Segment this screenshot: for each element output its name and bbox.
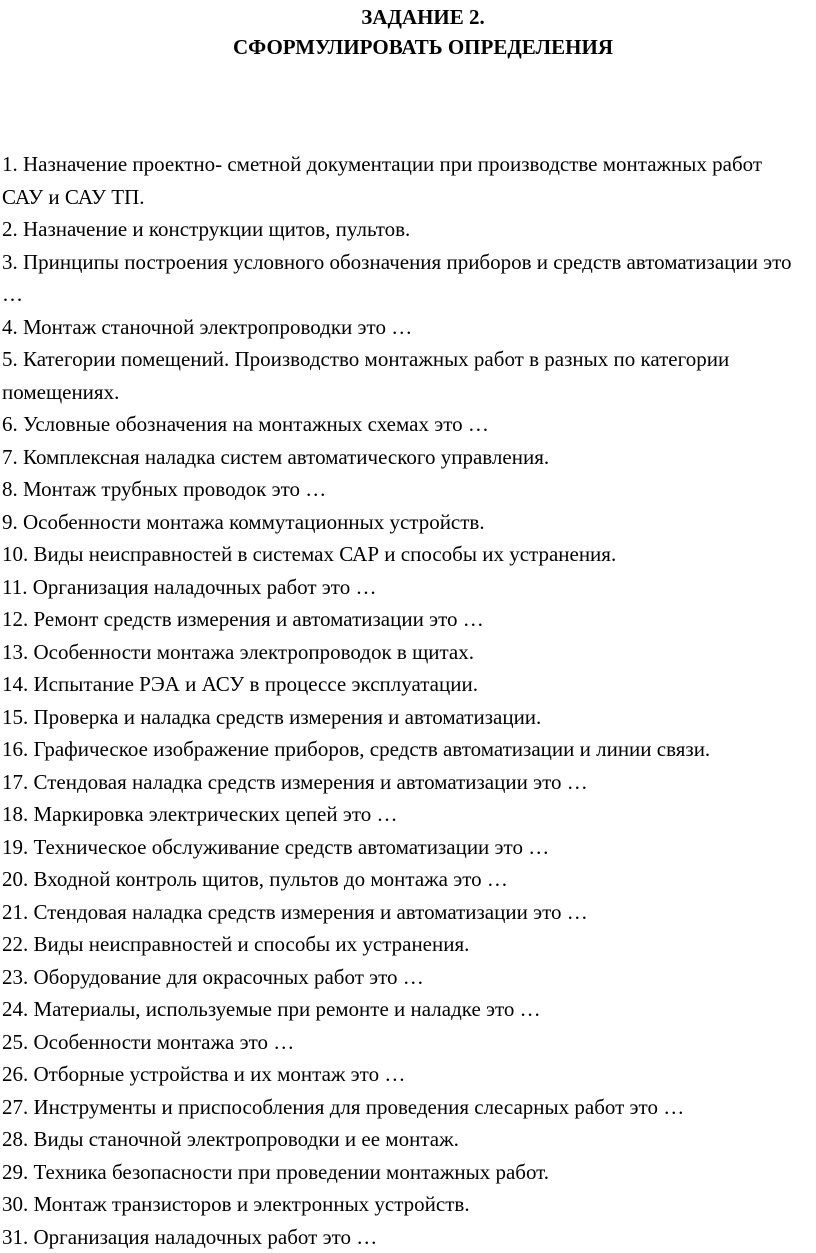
list-item: 24. Материалы, используемые при ремонте и наладке это … — [2, 997, 541, 1021]
list-item: 14. Испытание РЭА и АСУ в процессе эксплуатации. — [2, 672, 478, 696]
list-item: 17. Стендовая наладка средств измерения и автоматизации это … — [2, 769, 588, 794]
list-item: 16. Графическое изображение приборов, средств автоматизации и линии связи. — [2, 737, 711, 761]
list-item: 5. Категории помещений. Производство монтажных работ в разных по категории помещениях. — [2, 347, 730, 404]
list-item: 19. Техническое обслуживание средств автоматизации это … — [2, 834, 550, 859]
document-subtitle: СФОРМУЛИРОВАТЬ ОПРЕДЕЛЕНИЯ — [232, 35, 614, 59]
list-item: 25. Особенности монтажа это … — [2, 1029, 295, 1054]
list-item: 20. Входной контроль щитов, пультов до монтажа это … — [2, 867, 508, 891]
list-item: 13. Особенности монтажа электропроводок в щитах. — [2, 639, 474, 664]
document-title: ЗАДАНИЕ 2. — [361, 5, 485, 29]
list-item: 30. Монтаж транзисторов и электронных устройств. — [2, 1192, 470, 1216]
list-item: 26. Отборные устройства и их монтаж это … — [2, 1062, 406, 1086]
list-item: 12. Ремонт средств измерения и автоматизации это … — [2, 607, 484, 631]
list-item: 2. Назначение и конструкции щитов, пультов. — [2, 217, 411, 241]
list-item: 11. Организация наладочных работ это … — [2, 574, 377, 599]
list-item: 6. Условные обозначения на монтажных схемах это … — [2, 412, 489, 436]
list-item: 1. Назначение проектно- сметной документации при производстве монтажных работ САУ и САУ ТП. — [2, 152, 763, 209]
list-item: 4. Монтаж станочной электропроводки это … — [2, 314, 413, 339]
list-item: 23. Оборудование для окрасочных работ это … — [2, 964, 424, 989]
list-item: 10. Виды неисправностей в системах САР и способы их устранения. — [2, 542, 617, 566]
list-item: 31. Организация наладочных работ это … — [2, 1224, 378, 1249]
list-item: 7. Комплексная наладка систем автоматического управления. — [2, 444, 550, 469]
list-item: 27. Инструменты и приспособления для проведения слесарных работ это … — [2, 1094, 685, 1119]
list-item: 18. Маркировка электрических цепей это … — [2, 802, 398, 826]
list-item: 21. Стендовая наладка средств измерения и автоматизации это … — [2, 899, 588, 924]
list-item: 9. Особенности монтажа коммутационных устройств. — [2, 509, 485, 534]
list-item: 29. Техника безопасности при проведении монтажных работ. — [2, 1159, 550, 1184]
definitions-list — [2, 148, 806, 1253]
list-item: 3. Принципы построения условного обозначения приборов и средств автоматизации это … — [2, 249, 792, 306]
list-item: 28. Виды станочной электропроводки и ее монтаж. — [2, 1127, 459, 1151]
list-item: 22. Виды неисправностей и способы их устранения. — [2, 932, 470, 956]
list-item: 15. Проверка и наладка средств измерения и автоматизации. — [2, 704, 542, 729]
list-item: 8. Монтаж трубных проводок это … — [2, 477, 327, 501]
